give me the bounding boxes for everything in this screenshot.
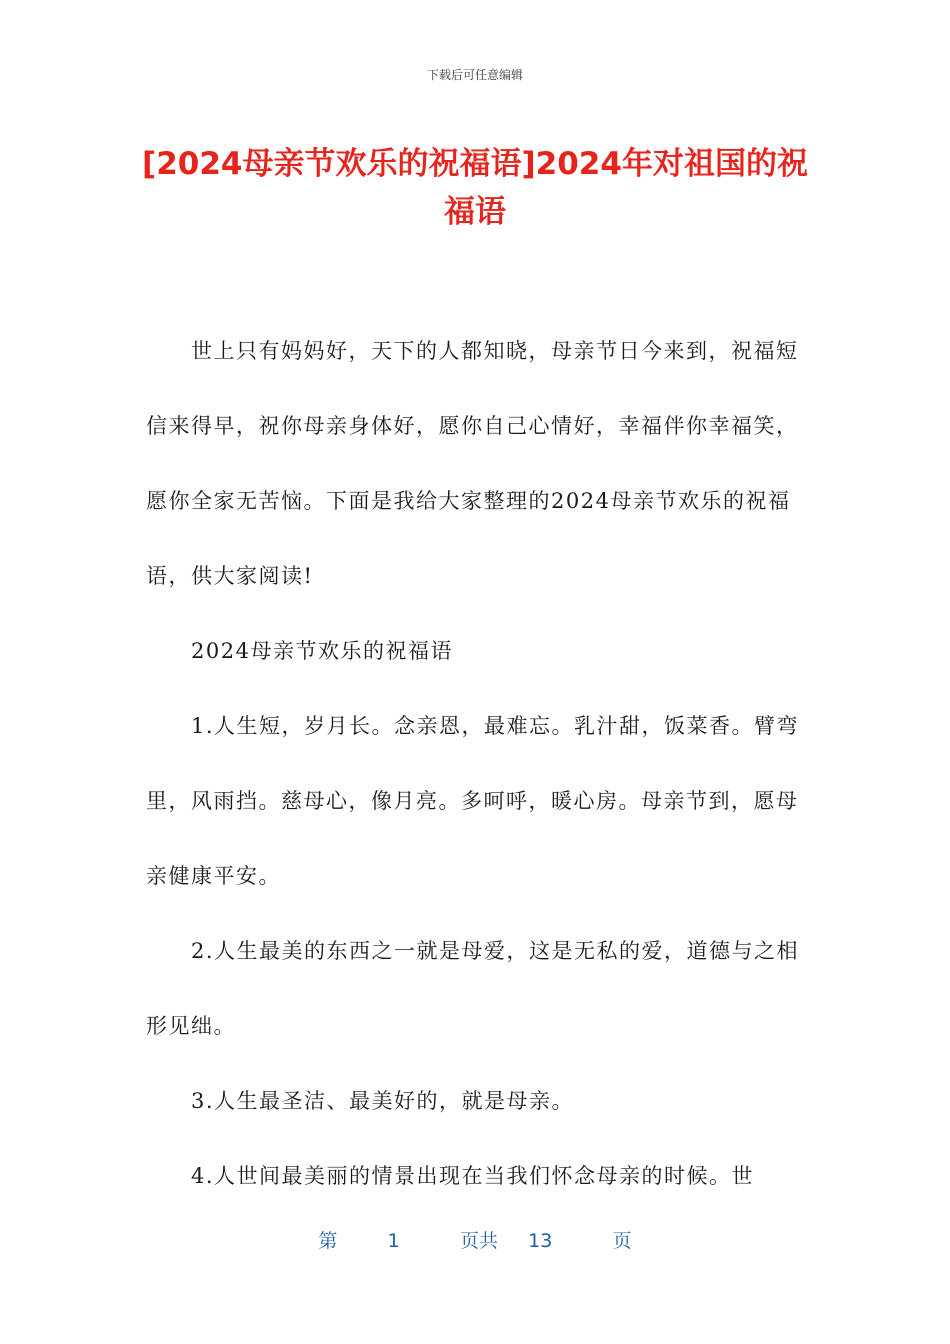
paragraph-intro: 世上只有妈妈好，天下的人都知晓，母亲节日今来到，祝福短信来得早，祝你母亲身体好，愿你自己心情好，幸福伴你幸福笑，愿你全家无苦恼。下面是我给大家整理的2024母亲节欢乐的祝福语，供大家阅读!	[146, 339, 799, 588]
page-label-suffix: 页	[612, 1230, 632, 1252]
page-label-prefix: 第	[318, 1230, 338, 1252]
paragraph-item-1: 1.人生短，岁月长。念亲恩，最难忘。乳汁甜，饭菜香。臂弯里，风雨挡。慈母心，像月亮。多呵呼，暖心房。母亲节到，愿母亲健康平安。	[146, 714, 800, 888]
page-footer	[0, 1226, 950, 1253]
header-note: 下载后可任意编辑	[426, 68, 523, 82]
document-body	[146, 314, 806, 1214]
paragraph-item-4: 4.人世间最美丽的情景出现在当我们怀念母亲的时候。世	[191, 1164, 755, 1188]
total-pages-number: 13	[528, 1230, 553, 1252]
current-page-number: 1	[387, 1230, 400, 1252]
paragraph-item-2: 2.人生最美的东西之一就是母爱，这是无私的爱，道德与之相形见绌。	[146, 939, 800, 1038]
document-title: [2024母亲节欢乐的祝福语]2024年对祖国的祝福语	[142, 146, 808, 230]
paragraph-subheading: 2024母亲节欢乐的祝福语	[191, 639, 453, 663]
paragraph-item-3: 3.人生最圣洁、最美好的，就是母亲。	[191, 1089, 575, 1113]
page-label-mid: 页共	[459, 1230, 498, 1252]
